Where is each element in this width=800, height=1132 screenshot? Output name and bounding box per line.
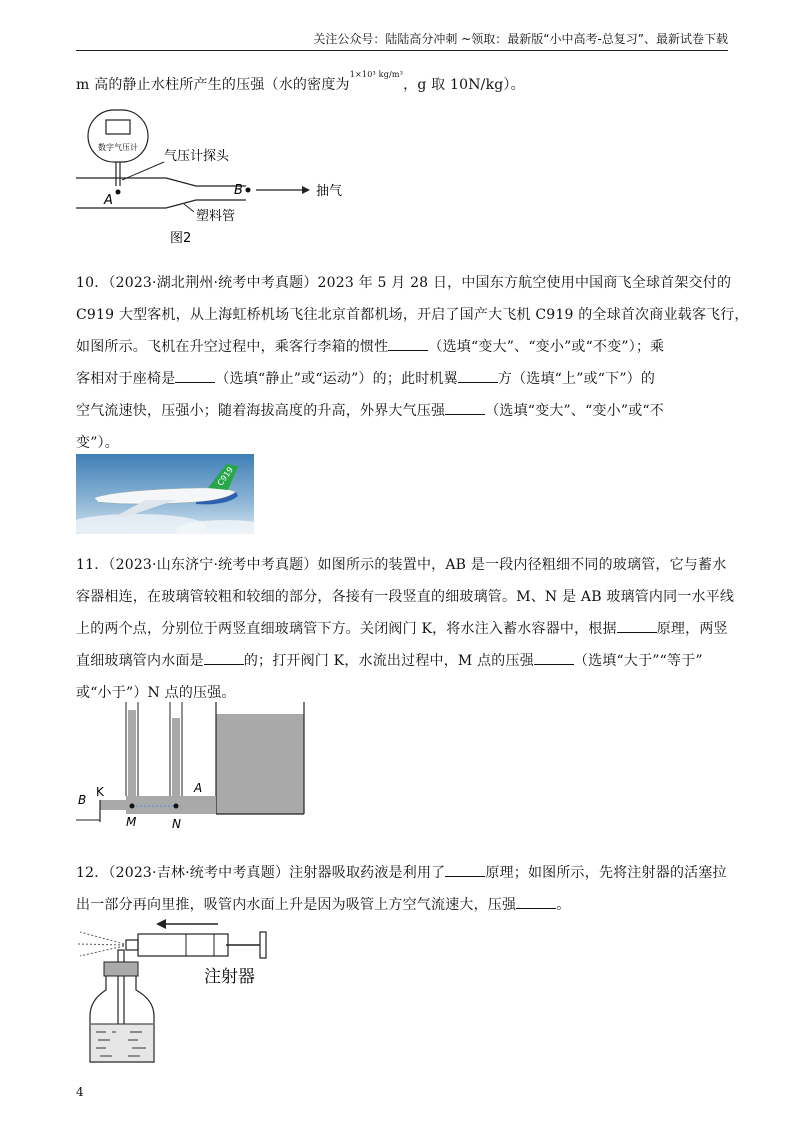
q12-line-1 xyxy=(76,862,727,882)
q10-line-4 xyxy=(76,368,655,388)
bottle-cap xyxy=(104,962,138,976)
label-m: M xyxy=(126,815,137,829)
syringe-label: 注射器 xyxy=(204,967,255,987)
point-m-dot xyxy=(130,804,135,809)
label-a: A xyxy=(194,781,203,795)
label-k: K xyxy=(96,785,104,799)
q11-text: 原理，两竖 xyxy=(656,621,728,637)
liquid xyxy=(91,1024,153,1061)
q11-text: 上的两个点，分别位于两竖直细玻璃管下方。关闭阀门 K，将水注入蓄水容器中，根据 xyxy=(76,621,617,637)
q10-text: （选填“变大”、“变小”或“不 xyxy=(485,403,664,419)
q9-text-b: ，g 取 10N/kg）。 xyxy=(403,77,525,93)
q12-figure xyxy=(76,916,286,1066)
q12-text: 。 xyxy=(556,897,571,913)
q11-figure xyxy=(76,700,316,840)
q12-text: 原理；如图所示，先将注射器的活塞拉 xyxy=(485,865,727,881)
answer-blank[interactable] xyxy=(516,896,556,909)
answer-blank[interactable] xyxy=(534,652,574,665)
answer-blank[interactable] xyxy=(445,864,485,877)
q11-line-2: 容器相连，在玻璃管较粗和较细的部分，各接有一段竖直的细玻璃管。M、N 是 AB 玻璃管内同一水平线 xyxy=(76,589,735,605)
q10-line-5 xyxy=(76,400,664,420)
q11-text: （选填“大于”“等于” xyxy=(573,653,703,669)
q12-text: 12．（2023·吉林·统考中考真题）注射器吸取药液是利用了 xyxy=(76,865,446,881)
tube-label: 塑料管 xyxy=(196,209,236,224)
syringe-plunger xyxy=(260,932,266,958)
point-a-dot xyxy=(116,190,121,195)
vertical-tube-m xyxy=(128,710,136,800)
point-a-label: A xyxy=(104,193,113,208)
q10-text: 空气流速快，压强小；随着海拔高度的升高，外界大气压强 xyxy=(76,403,446,419)
q11-line-5: 或“小于”）N 点的压强。 xyxy=(76,685,236,701)
answer-blank[interactable] xyxy=(388,338,428,351)
fig-caption: 图2 xyxy=(170,231,192,246)
gauge-display xyxy=(106,120,130,134)
q11-text: 的；打开阀门 K，水流出过程中，M 点的压强 xyxy=(243,653,534,669)
point-b-dot xyxy=(246,188,251,193)
answer-blank[interactable] xyxy=(445,402,485,415)
q10-line-2: C919 大型客机，从上海虹桥机场飞往北京首都机场，开启了国产大飞机 C919 的全球首次商业载客飞行， xyxy=(76,307,749,323)
tube-outlet xyxy=(100,800,126,810)
q12-line-2 xyxy=(76,894,570,914)
gauge-body xyxy=(88,110,148,162)
thin-tube xyxy=(148,800,178,810)
label-b: B xyxy=(78,793,87,807)
syringe-nozzle xyxy=(126,940,138,950)
gauge-label: 数字气压计 xyxy=(98,143,138,152)
q11-line-4 xyxy=(76,650,703,670)
point-b-label: B xyxy=(234,183,243,198)
q9-figure xyxy=(76,108,376,248)
label-n: N xyxy=(172,817,181,831)
answer-blank[interactable] xyxy=(175,370,215,383)
q10-line-1: 10．（2023·湖北荆州·统考中考真题）2023 年 5 月 28 日，中国东方航空使用中国商飞全球首架交付的 xyxy=(76,275,732,291)
point-n-dot xyxy=(174,804,179,809)
c919-photo xyxy=(76,454,254,534)
page-header: 关注公众号：陆陆高分冲刺 ~领取：最新版“小中高考-总复习”、最新试卷下载 xyxy=(313,32,728,46)
spray xyxy=(78,932,124,956)
answer-blank[interactable] xyxy=(458,370,498,383)
q9-line xyxy=(76,70,525,94)
reservoir-water xyxy=(216,714,304,814)
q11-line-1: 11．（2023·山东济宁·统考中考真题）如图所示的装置中，AB 是一段内径粗细不同的玻璃管，它与蓄水 xyxy=(76,557,727,573)
probe-label: 气压计探头 xyxy=(164,149,230,164)
header-rule xyxy=(76,50,728,51)
q9-text-a: m 高的静止水柱所产生的压强（水的密度为 xyxy=(76,77,350,93)
tube-lower xyxy=(76,200,246,208)
q9-density: 1×10³ kg/m³ xyxy=(349,70,404,79)
q10-text: 如图所示。飞机在升空过程中，乘客行李箱的惯性 xyxy=(76,339,389,355)
q11-line-3 xyxy=(76,618,728,638)
q10-text: 客相对于座椅是 xyxy=(76,371,176,387)
tail-text: C919 xyxy=(215,465,236,488)
q10-line-3 xyxy=(76,336,664,356)
page-number: 4 xyxy=(76,1085,84,1099)
q10-text: 方（选填“上”或“下”）的 xyxy=(497,371,656,387)
q11-text: 直细玻璃管内水面是 xyxy=(76,653,204,669)
answer-blank[interactable] xyxy=(617,620,657,633)
q12-text: 出一部分再向里推，吸管内水面上升是因为吸管上方空气流速大，压强 xyxy=(76,897,517,913)
q10-line-6: 变”）。 xyxy=(76,435,119,451)
pump-label: 抽气 xyxy=(316,184,343,199)
q10-text: （选填“变大”、“变小”或“不变”）；乘 xyxy=(428,339,665,355)
q10-text: （选填“静止”或“运动”）的；此时机翼 xyxy=(215,371,458,387)
answer-blank[interactable] xyxy=(204,652,244,665)
vertical-tube-n xyxy=(172,718,180,800)
tube-upper xyxy=(76,178,246,186)
